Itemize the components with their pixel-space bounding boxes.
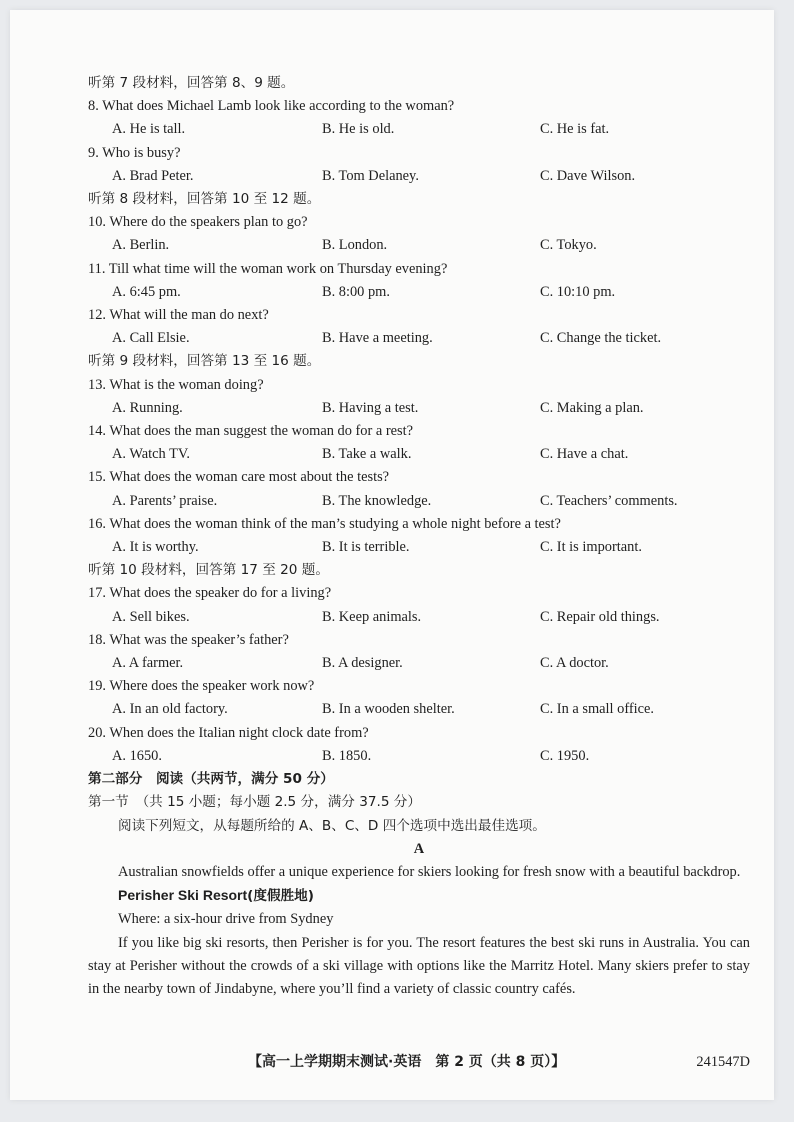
option-b: B. Having a test. [322,399,419,416]
option-b: B. It is terrible. [322,539,410,556]
question-stem: 9. Who is busy? [88,144,181,161]
passage-paragraph: Australian snowfields offer a unique experience for skiers looking for fresh snow with a beautiful backdrop. [118,863,741,880]
option-c: C. Tokyo. [540,237,597,254]
option-a: A. He is tall. [112,121,186,138]
passage-label: A [413,840,425,857]
resort-location: Where: a six-hour drive from Sydney [118,911,334,928]
option-c: C. In a small office. [540,701,655,718]
question-stem: 13. What is the woman doing? [88,376,264,393]
option-a: A. Parents’ praise. [112,492,218,509]
footer-title: 【高一上学期期末测试·英语 第 2 页（共 8 页）】 [248,1054,566,1070]
option-b: B. Have a meeting. [322,330,433,347]
option-a: A. A farmer. [112,655,184,672]
question-stem: 19. Where does the speaker work now? [88,678,315,695]
instruction-text: 阅读下列短文，从每题所给的 A、B、C、D 四个选项中选出最佳选项。 [118,817,546,834]
question-stem: 8. What does Michael Lamb look like according to the woman? [88,98,455,115]
answer-options [88,443,750,466]
option-b: B. 8:00 pm. [322,283,390,300]
answer-options [88,397,750,420]
option-b: B. 1850. [322,747,372,764]
option-c: C. Making a plan. [540,399,644,416]
option-a: A. Call Elsie. [112,330,190,347]
question-stem: 17. What does the speaker do for a living? [88,585,332,602]
instruction-text: 第一节 （共 15 小题；每小题 2.5 分，满分 37.5 分） [88,794,421,811]
option-a: A. Berlin. [112,237,170,254]
question-stem: 14. What does the man suggest the woman do for a rest? [88,423,414,440]
instruction-text: 听第 7 段材料，回答第 8、9 题。 [88,75,295,91]
option-a: A. Running. [112,399,183,416]
answer-options [88,327,750,350]
option-a: A. Watch TV. [112,446,190,463]
question-stem: 10. Where do the speakers plan to go? [88,214,308,231]
option-c: C. Teachers’ comments. [540,492,678,509]
option-c: C. A doctor. [540,655,609,672]
footer-code: 241547D [696,1054,750,1070]
answer-options [88,606,750,629]
question-stem: 20. When does the Italian night clock date from? [88,724,369,741]
answer-options [88,281,750,304]
option-a: A. 1650. [112,747,162,764]
answer-options [88,745,750,768]
option-b: B. The knowledge. [322,492,432,509]
option-c: C. He is fat. [540,121,610,138]
option-b: B. London. [322,237,388,254]
answer-options [88,165,750,188]
instruction-text: 听第 8 段材料，回答第 10 至 12 题。 [88,191,321,208]
option-a: A. 6:45 pm. [112,283,181,300]
passage-paragraph: If you like big ski resorts, then Perisher is for you. The resort features the best ski runs in Australia. You can stay at Perisher without the crowds of a ski village with options like the Marritz Hotel. Many skiers prefer to stay in the nearby town of Jindabyne, where you’ll find a variety of classic country cafés. [88,934,750,997]
option-c: C. Change the ticket. [540,330,662,347]
question-stem: 16. What does the woman think of the man’s studying a whole night before a test? [88,515,561,532]
option-c: C. Dave Wilson. [540,167,636,184]
question-stem: 11. Till what time will the woman work on Thursday evening? [88,260,448,277]
option-c: C. 1950. [540,747,590,764]
exam-page [10,10,774,1100]
option-a: A. Brad Peter. [112,167,194,184]
option-c: C. Repair old things. [540,608,660,625]
question-stem: 15. What does the woman care most about the tests? [88,469,390,486]
page-content [88,72,750,1001]
subheading-en: Perisher Ski Resort [118,887,248,904]
option-c: C. 10:10 pm. [540,283,616,300]
option-b: B. Keep animals. [322,608,422,625]
option-b: B. In a wooden shelter. [322,701,455,718]
option-b: B. He is old. [322,121,395,138]
subheading-cn: (度假胜地) [247,888,314,905]
option-a: A. In an old factory. [112,701,228,718]
instruction-text: 听第 9 段材料，回答第 13 至 16 题。 [88,353,321,370]
section-heading: 第二部分 阅读（共两节，满分 50 分） [88,771,334,788]
option-b: B. Take a walk. [322,446,412,463]
option-b: B. Tom Delaney. [322,167,419,184]
option-c: C. Have a chat. [540,446,629,463]
option-c: C. It is important. [540,539,642,556]
option-b: B. A designer. [322,655,403,672]
answer-options [88,118,750,141]
question-stem: 18. What was the speaker’s father? [88,631,289,648]
answer-options [88,698,750,721]
answer-options [88,536,750,559]
passage-subheading [88,884,750,908]
answer-options [88,234,750,257]
option-a: A. It is worthy. [112,539,199,556]
question-stem: 12. What will the man do next? [88,307,269,324]
option-a: A. Sell bikes. [112,608,190,625]
instruction-text: 听第 10 段材料，回答第 17 至 20 题。 [88,562,329,579]
answer-options [88,652,750,675]
answer-options [88,490,750,513]
